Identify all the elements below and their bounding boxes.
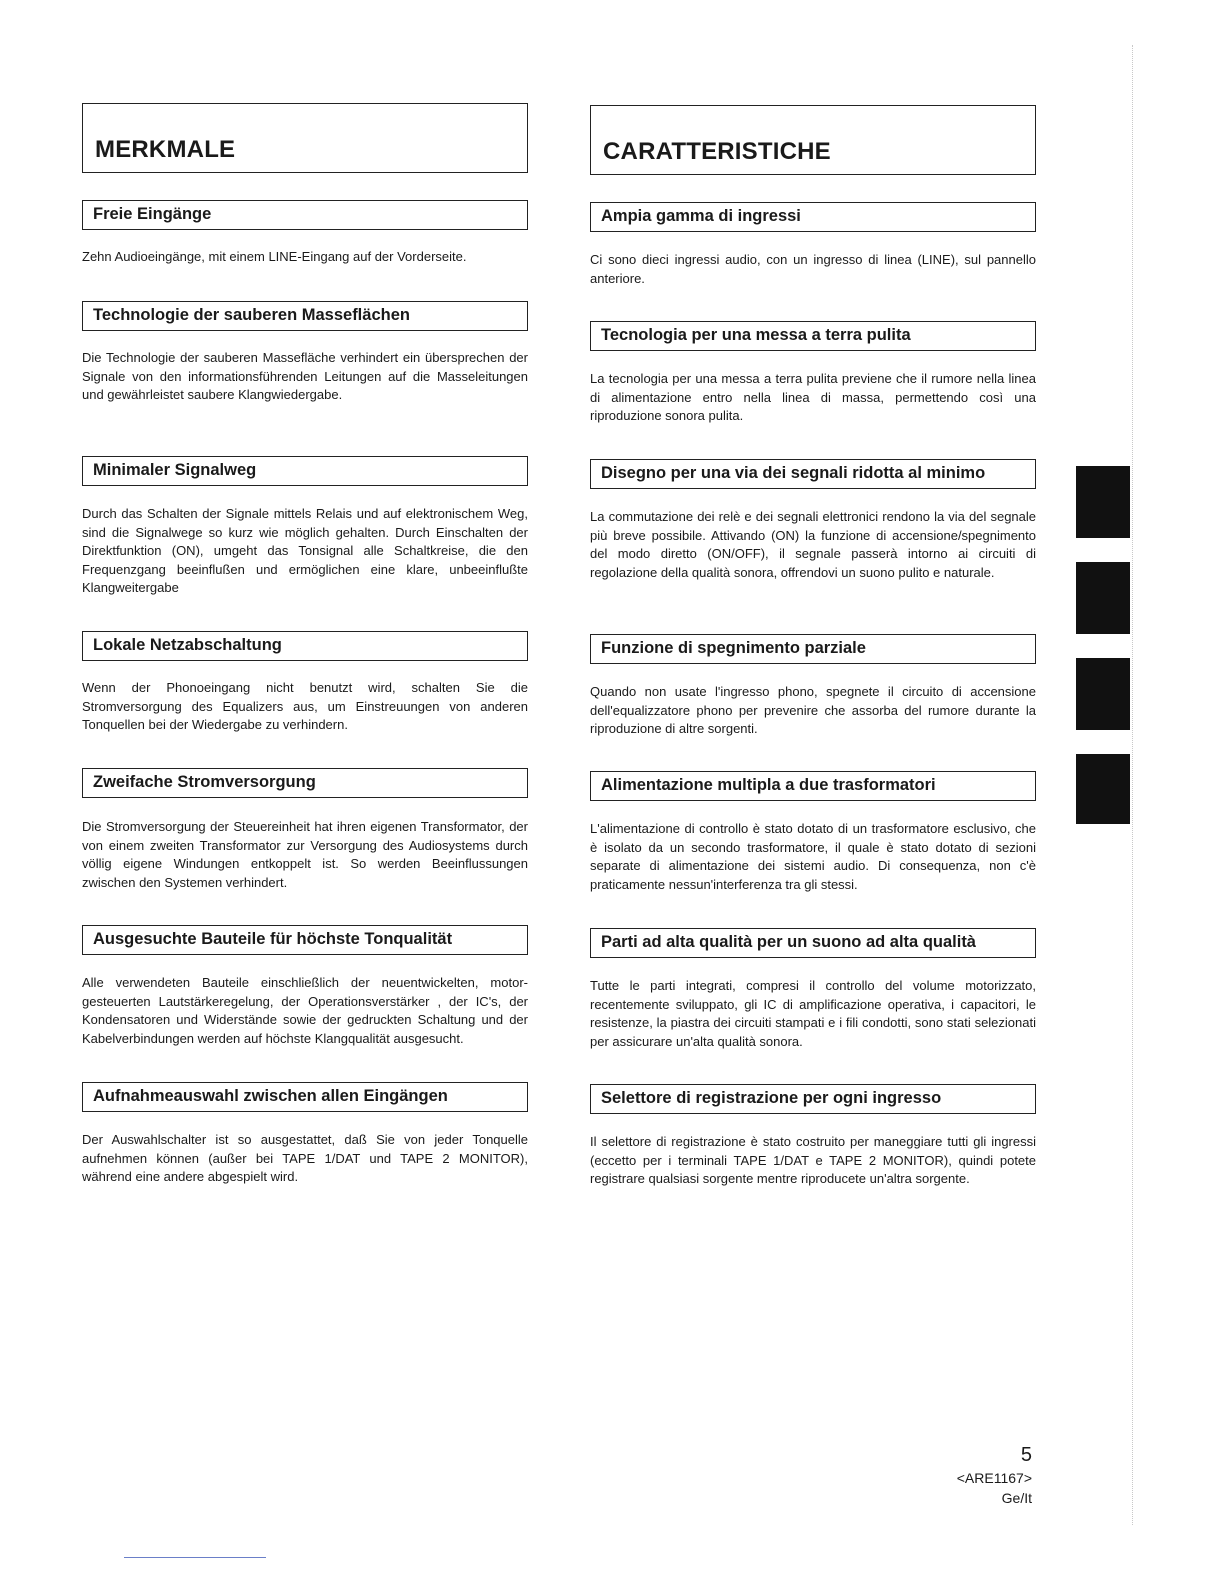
italian-heading-3: Disegno per una via dei segnali ridotta al minimo bbox=[590, 459, 1036, 489]
italian-heading-1: Ampia gamma di ingressi bbox=[590, 202, 1036, 232]
italian-heading-4: Funzione di spegnimento parziale bbox=[590, 634, 1036, 664]
german-title: MERKMALE bbox=[95, 136, 236, 163]
bottom-rule bbox=[124, 1557, 266, 1558]
german-title-box bbox=[82, 103, 528, 173]
german-paragraph-4: Wenn der Phonoeingang nicht benutzt wird, schalten Sie die Stromversorgung des Equalizers aus, um Einstreuungen von anderen Tonquellen bei der Wiedergabe zu verhindern. bbox=[82, 680, 528, 733]
italian-title: CARATTERISTICHE bbox=[603, 138, 831, 165]
italian-paragraph-5: L'alimentazione di controllo è stato dotato di un trasformatore esclusivo, che è isolato da un secondo trasformatore, il quale è stato dotato di sezioni separate di alimentazione dei sistemi audio. Di consequenza, non c'è praticamente nessun'interferenza tra gli stessi. bbox=[590, 821, 1036, 892]
german-paragraph-1: Zehn Audioeingänge, mit einem LINE-Eingang auf der Vorderseite. bbox=[82, 249, 467, 264]
german-heading-5: Zweifache Stromversorgung bbox=[82, 768, 528, 798]
document-code: <ARE1167> bbox=[956, 1470, 1032, 1486]
german-heading-4: Lokale Netzabschaltung bbox=[82, 631, 528, 661]
index-tab-2 bbox=[1076, 562, 1130, 634]
index-tab-4 bbox=[1076, 754, 1130, 824]
italian-title-box bbox=[590, 105, 1036, 175]
language-code: Ge/It bbox=[1001, 1490, 1032, 1506]
italian-heading-2: Tecnologia per una messa a terra pulita bbox=[590, 321, 1036, 351]
german-paragraph-2: Die Technologie der sauberen Massefläche verhindert ein übersprechen der Signale von den informationsführenden Leitungen auf die Masseleitungen und gewährleistet saubere Klangwiedergabe. bbox=[82, 350, 528, 403]
german-heading-3: Minimaler Signalweg bbox=[82, 456, 528, 486]
german-paragraph-6: Alle verwendeten Bauteile einschließlich der neuentwickelten, motor-gesteuerten Lautstärkeregelung, der Operationsverstärker , der IC's, der Kondensatoren und Widerstände sowie der gedruckten Schaltung und der Kabelverbindungen werden auf höchste Klangqualität ausgesucht. bbox=[82, 975, 528, 1046]
page-edge-line bbox=[1132, 45, 1133, 1525]
italian-heading-6: Parti ad alta qualità per un suono ad alta qualità bbox=[590, 928, 1036, 958]
italian-paragraph-3: La commutazione dei relè e dei segnali elettronici rendono la via del segnale più breve possibile. Attivando (ON) la funzione di accensione/spegnimento del modo diretto (ON/OFF), il segnale passerà intorno ai circuiti di regolazione della qualità sonora, offrendovi un suono pulito e naturale. bbox=[590, 509, 1036, 580]
index-tab-3 bbox=[1076, 658, 1130, 730]
italian-heading-7: Selettore di registrazione per ogni ingresso bbox=[590, 1084, 1036, 1114]
german-paragraph-7: Der Auswahlschalter ist so ausgestattet, daß Sie von jeder Tonquelle aufnehmen können (außer bei TAPE 1/DAT und TAPE 2 MONITOR), während eine andere abgespielt wird. bbox=[82, 1132, 528, 1185]
german-paragraph-5: Die Stromversorgung der Steuereinheit hat ihren eigenen Transformator, der von einem zweiten Transformator zur Versorgung des Audiosystems durch völlig eigene Windungen entkoppelt ist. So werden Beeinflussungen zwischen den Systemen verhindert. bbox=[82, 819, 528, 890]
italian-heading-5: Alimentazione multipla a due trasformatori bbox=[590, 771, 1036, 801]
index-tab-1 bbox=[1076, 466, 1130, 538]
german-heading-2: Technologie der sauberen Masseflächen bbox=[82, 301, 528, 331]
italian-paragraph-7: Il selettore di registrazione è stato costruito per maneggiare tutti gli ingressi (eccetto per i terminali TAPE 1/DAT e TAPE 2 MONITOR), quindi potete registrare qualsiasi sorgente mentre riproducete un'altra sorgente. bbox=[590, 1134, 1036, 1187]
german-heading-6: Ausgesuchte Bauteile für höchste Tonqualität bbox=[82, 925, 528, 955]
italian-paragraph-1: Ci sono dieci ingressi audio, con un ingresso di linea (LINE), sul pannello anteriore. bbox=[590, 252, 1036, 286]
german-heading-7: Aufnahmeauswahl zwischen allen Eingängen bbox=[82, 1082, 528, 1112]
german-paragraph-3: Durch das Schalten der Signale mittels Relais und auf elektronischem Weg, sind die Signalwege so kurz wie möglich gehalten. Durch Einschalten der Direktfunktion (ON), umgeht das Tonsignal alle Schaltkreise, die den Frequenzgang beeinflußen und ermöglichen eine klare, unbeeinflußte Klangweitergabe bbox=[82, 506, 528, 596]
german-heading-1: Freie Eingänge bbox=[82, 200, 528, 230]
italian-paragraph-4: Quando non usate l'ingresso phono, spegnete il circuito di accensione dell'equalizzatore phono per prevenire che assorba del rumore durante la riproduzione di altre sorgenti. bbox=[590, 684, 1036, 737]
italian-paragraph-2: La tecnologia per una messa a terra pulita previene che il rumore nella linea di alimentazione entro nella linea di massa, permettendo così una riproduzione sonora pulita. bbox=[590, 371, 1036, 424]
italian-paragraph-6: Tutte le parti integrati, compresi il controllo del volume motorizzato, recentemente sviluppato, gli IC di amplificazione operativa, i capacitori, le resistenze, la piastra dei circuiti stampati e i fili condotti, sono stati selezionati per assicurare un'alta qualità sonora. bbox=[590, 978, 1036, 1049]
page-number: 5 bbox=[1020, 1444, 1032, 1466]
